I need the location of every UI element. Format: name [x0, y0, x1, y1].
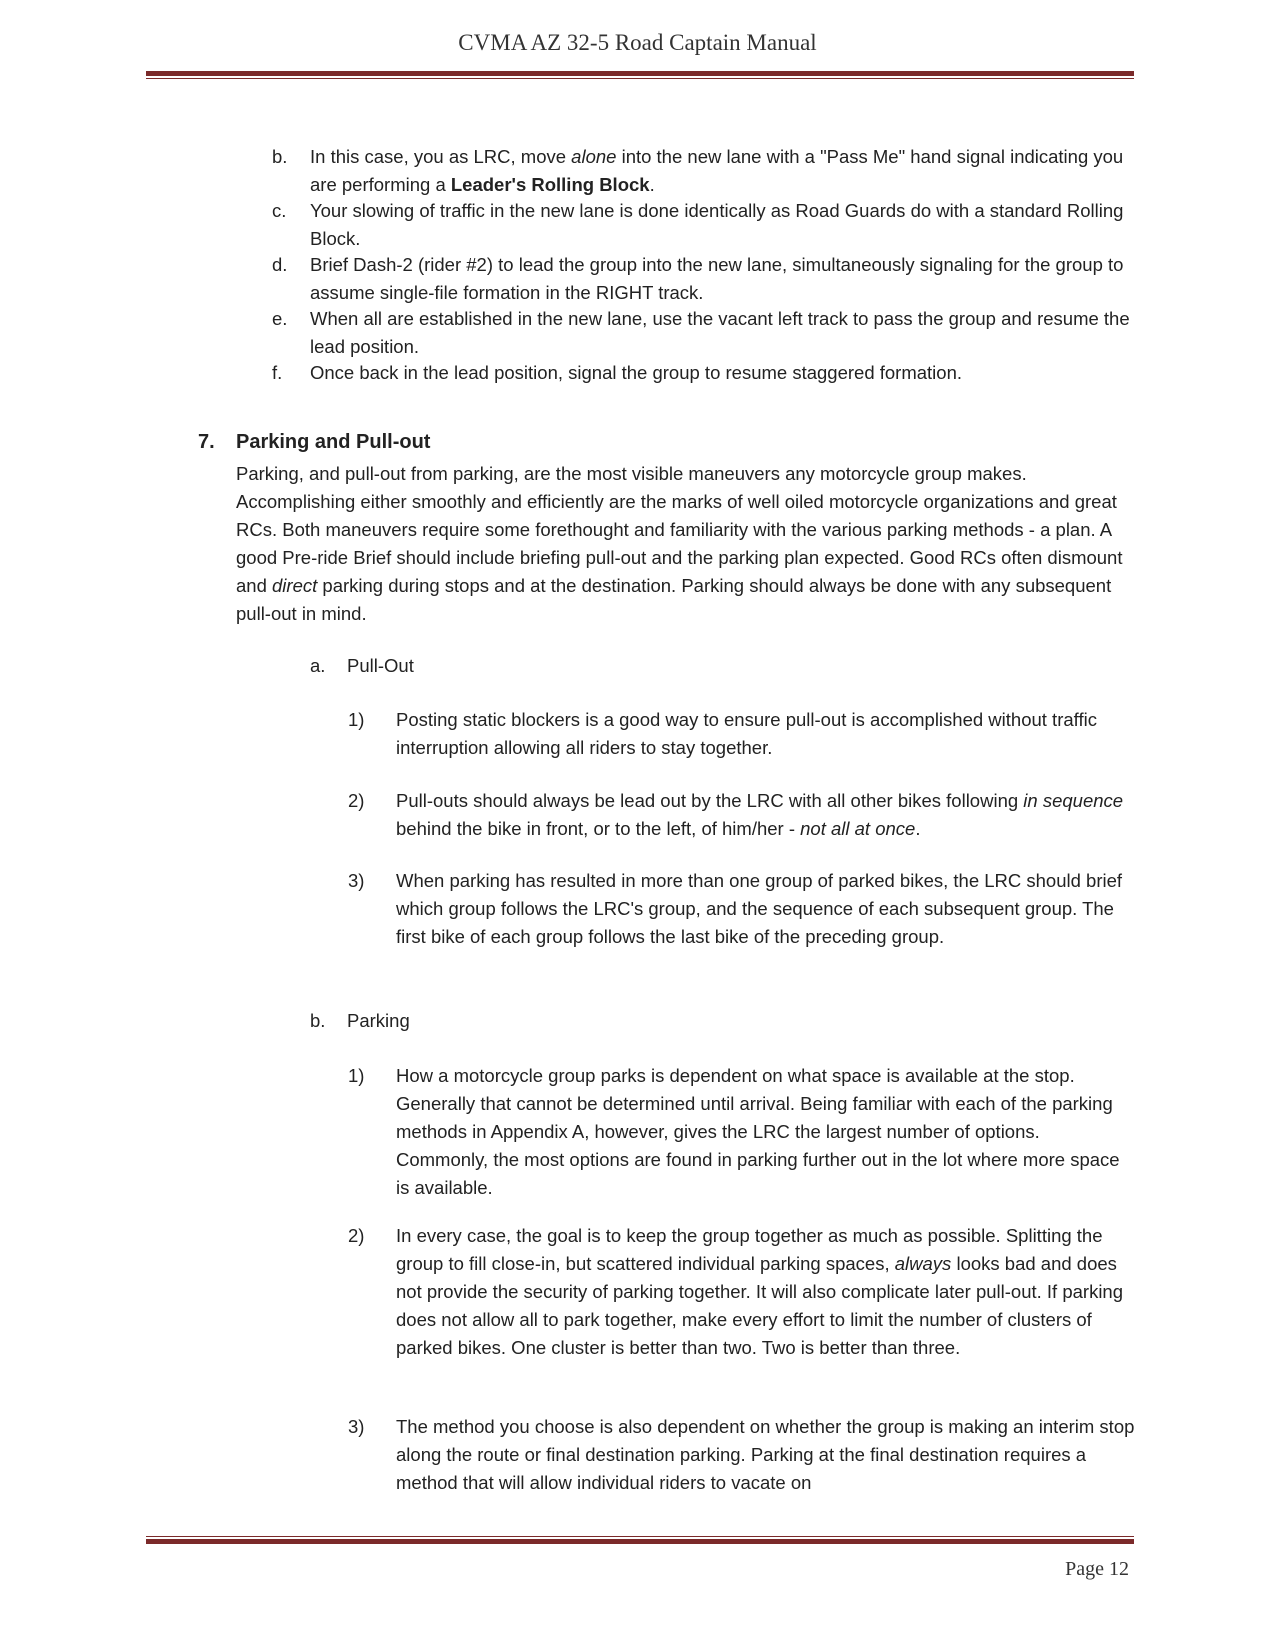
subsection-title-pullout: Pull-Out: [347, 655, 414, 676]
list-marker: c.: [272, 200, 287, 221]
list-marker: 3): [348, 870, 365, 891]
list-item-text: Brief Dash-2 (rider #2) to lead the group into the new lane, simultaneously signaling for the group to assume single-file formation in the RIGHT track.: [310, 254, 1124, 303]
list-marker: 2): [348, 1225, 365, 1246]
list-item-text: In this case, you as LRC, move alone into the new lane with a "Pass Me" hand signal indicating you are performing a Leader's Rolling Block.: [310, 146, 1124, 195]
subsection-title-parking: Parking: [347, 1010, 410, 1031]
list-item-text: Pull-outs should always be lead out by the LRC with all other bikes following in sequence behind the bike in front, or to the left, of him/her - not all at once.: [396, 790, 1124, 839]
list-item-text: How a motorcycle group parks is dependent on what space is available at the stop. Generally that cannot be determined until arrival. Being familiar with each of the parking methods in Appendix A, however, gives the LRC the largest number of options. Commonly, the most options are found in parking further out in the lot where more space is available.: [396, 1065, 1120, 1198]
page-number: Page 12: [1065, 1558, 1129, 1580]
section-number: 7.: [198, 431, 215, 453]
list-item-text: When all are established in the new lane, use the vacant left track to pass the group and resume the lead position.: [310, 308, 1130, 357]
list-marker: 1): [348, 709, 365, 730]
list-marker: 2): [348, 790, 365, 811]
footer-rule: [146, 1536, 1134, 1544]
section-paragraph: Parking, and pull-out from parking, are the most visible maneuvers any motorcycle group makes. Accomplishing either smoothly and efficiently are the marks of well oiled motorcycle organizations and great RCs. Both maneuvers require some forethought and familiarity with the various parking methods - a plan. A good Pre-ride Brief should include briefing pull-out and the parking plan expected. Good RCs often dismount and direct parking during stops and at the destination. Parking should always be done with any subsequent pull-out in mind.: [236, 463, 1123, 624]
list-marker: b.: [272, 146, 288, 167]
list-item-text: Posting static blockers is a good way to ensure pull-out is accomplished without traffic interruption allowing all riders to stay together.: [396, 709, 1097, 758]
list-marker: f.: [272, 362, 283, 383]
list-item-text: In every case, the goal is to keep the group together as much as possible. Splitting the group to fill close-in, but scattered individual parking spaces, always looks bad and does not provide the security of parking together. It will also complicate later pull-out. If parking does not allow all to park together, make every effort to limit the number of clusters of parked bikes. One cluster is better than two. Two is better than three.: [396, 1225, 1124, 1358]
header-rule: [146, 71, 1134, 79]
list-item-text: The method you choose is also dependent on whether the group is making an interim stop along the route or final destination parking. Parking at the final destination requires a method that will allow individual riders to vacate on: [396, 1416, 1135, 1493]
document-header-title: CVMA AZ 32-5 Road Captain Manual: [458, 30, 817, 55]
list-item-text: Once back in the lead position, signal the group to resume staggered formation.: [310, 362, 962, 383]
list-marker: 3): [348, 1416, 365, 1437]
list-item-text: When parking has resulted in more than one group of parked bikes, the LRC should brief which group follows the LRC's group, and the sequence of each subsequent group. The first bike of each group follows the last bike of the preceding group.: [396, 870, 1123, 947]
subsection-marker-b: b.: [310, 1010, 326, 1031]
list-marker: 1): [348, 1065, 365, 1086]
list-marker: e.: [272, 308, 288, 329]
list-item-text: Your slowing of traffic in the new lane is done identically as Road Guards do with a standard Rolling Block.: [310, 200, 1124, 249]
subsection-marker-a: a.: [310, 655, 326, 676]
list-marker: d.: [272, 254, 288, 275]
section-title: Parking and Pull-out: [236, 431, 431, 453]
